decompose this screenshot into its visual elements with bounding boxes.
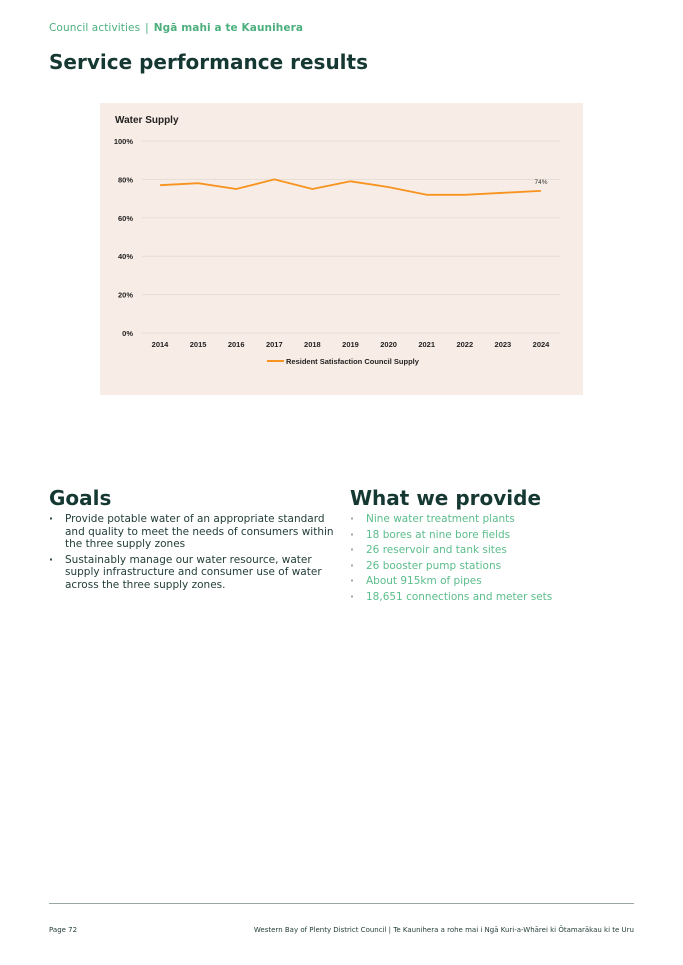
x-tick-label: 2023 <box>494 340 512 349</box>
provide-item: · About 915km of pipes <box>350 575 640 588</box>
y-tick-label: 100% <box>113 137 133 146</box>
page-number: Page 72 <box>49 926 78 934</box>
y-tick-label: 60% <box>117 213 133 223</box>
provide-item: · 18 bores at nine bore fields <box>350 529 640 542</box>
y-tick-label: 40% <box>117 252 133 262</box>
provide-item: · 18,651 connections and meter sets <box>350 591 640 604</box>
x-tick-label: 2018 <box>304 340 321 349</box>
water-supply-chart <box>100 103 583 395</box>
x-tick-label: 2019 <box>342 340 359 349</box>
y-tick-label: 20% <box>117 290 133 300</box>
x-tick-label: 2017 <box>265 340 283 349</box>
section-name: Council activities <box>49 22 141 34</box>
x-tick-label: 2021 <box>418 340 436 349</box>
provide-item: · 26 booster pump stations <box>350 560 640 573</box>
footer-org: Western Bay of Plenty District Council | Te Kaunihera a rohe mai i Ngā Kuri-a-Whārei ki Ōtamarākau ki te Uru <box>253 926 634 934</box>
chart-svg <box>100 103 583 395</box>
page-title: Service performance results <box>49 50 369 74</box>
y-tick-label: 0% <box>122 329 133 338</box>
header-separator: | <box>145 22 149 34</box>
x-tick-label: 2022 <box>456 340 474 349</box>
x-tick-label: 2014 <box>151 340 169 349</box>
page-header <box>49 22 303 34</box>
data-label: 74% <box>534 178 548 186</box>
footer-divider <box>49 903 634 904</box>
what-we-provide-list <box>350 513 640 607</box>
goal-item: · Sustainably manage our water resource, water supply infrastructure and consumer use of water across the three supply zones. <box>49 554 339 592</box>
y-tick-label: 80% <box>117 175 133 185</box>
goals-list <box>49 513 339 595</box>
section-name-maori: Ngā mahi a te Kaunihera <box>153 22 304 34</box>
x-tick-label: 2016 <box>227 340 245 349</box>
goal-item: · Provide potable water of an appropriate standard and quality to meet the needs of consumers within the three supply zones <box>49 513 339 551</box>
what-we-provide-title: What we provide <box>350 486 542 510</box>
series-line <box>160 179 541 194</box>
goals-title: Goals <box>49 486 112 510</box>
x-tick-label: 2015 <box>189 340 207 349</box>
x-tick-label: 2024 <box>532 340 550 349</box>
provide-item: · 26 reservoir and tank sites <box>350 544 640 557</box>
legend-label: Resident Satisfaction Council Supply <box>286 357 419 366</box>
x-tick-label: 2020 <box>380 340 397 349</box>
chart-title: Water Supply <box>115 115 179 126</box>
provide-item: · Nine water treatment plants <box>350 513 640 526</box>
